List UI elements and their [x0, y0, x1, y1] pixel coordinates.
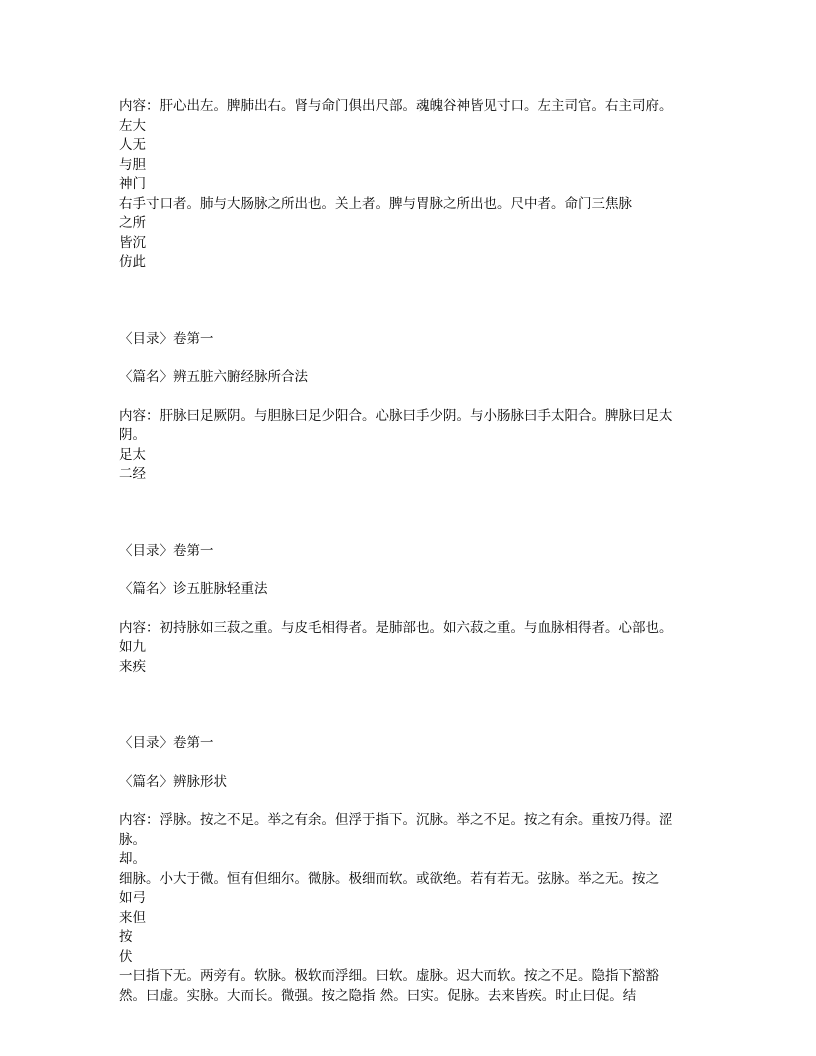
spacer: [119, 349, 704, 368]
content-line: 人无: [119, 137, 146, 153]
content-line: 如弓: [119, 890, 146, 906]
content-line: 一曰指下无。两旁有。软脉。极软而浮细。曰软。虚脉。迟大而软。按之不足。隐指下豁豁: [119, 968, 659, 984]
catalog-heading: 〈目录〉卷第一: [119, 542, 214, 559]
section-spacer: [119, 677, 704, 734]
section-1: [119, 330, 704, 485]
section-2: [119, 542, 704, 678]
catalog-heading: 〈目录〉卷第一: [119, 330, 214, 347]
section-3: [119, 734, 704, 1006]
spacer: [119, 792, 704, 811]
content-line: 左大: [119, 117, 146, 134]
content-line: 足太: [119, 446, 146, 463]
chapter-title: 〈篇名〉诊五脏脉轻重法: [119, 581, 268, 597]
content-line: 却。: [119, 851, 146, 867]
content-line: 内容：肝脉曰足厥阴。与胆脉曰足少阳合。心脉曰手少阴。与小肠脉曰手太阳合。脾脉曰足太: [119, 407, 673, 424]
content-line: 阴。: [119, 427, 146, 443]
content-line: 来疾: [119, 658, 146, 675]
content-line: 右手寸口者。肺与大肠脉之所出也。关上者。脾与胃脉之所出也。尺中者。命门三焦脉: [119, 195, 632, 212]
content-line: 脉。: [119, 831, 146, 848]
section-spacer: [119, 273, 704, 330]
spacer: [119, 754, 704, 773]
content-line: 与胆: [119, 156, 146, 173]
content-line: 内容：浮脉。按之不足。举之有余。但浮于指下。沉脉。举之不足。按之有余。重按乃得。涩: [119, 812, 673, 828]
document-page: [119, 97, 704, 1006]
content-line: 细脉。小大于微。恒有但细尔。微脉。极细而软。或欲绝。若有若无。弦脉。举之无。按之: [119, 870, 659, 887]
spacer: [119, 561, 704, 580]
content-line: 内容：肝心出左。脾肺出右。肾与命门俱出尺部。魂魄谷神皆见寸口。左主司官。右主司府。: [119, 98, 673, 114]
chapter-title: 〈篇名〉辨五脏六腑经脉所合法: [119, 369, 308, 385]
content-line: 内容：初持脉如三菽之重。与皮毛相得者。是肺部也。如六菽之重。与血脉相得者。心部也。: [119, 619, 673, 636]
content-line: 然。曰虚。实脉。大而长。微强。按之隐指 然。曰实。促脉。去来皆疾。时止曰促。结: [119, 987, 637, 1004]
catalog-heading: 〈目录〉卷第一: [119, 735, 214, 751]
spacer: [119, 600, 704, 619]
content-line: 如九: [119, 639, 146, 655]
content-line: 伏: [119, 948, 133, 965]
content-line: 二经: [119, 466, 146, 482]
content-line: 之所: [119, 215, 146, 231]
content-line: 按: [119, 929, 133, 945]
chapter-title: 〈篇名〉辨脉形状: [119, 773, 227, 790]
content-line: 神门: [119, 176, 146, 192]
content-line: 仿此: [119, 254, 146, 270]
content-line: 来但: [119, 909, 146, 926]
spacer: [119, 388, 704, 407]
section-0-content: [119, 97, 704, 273]
section-spacer: [119, 485, 704, 542]
content-line: 皆沉: [119, 234, 146, 251]
